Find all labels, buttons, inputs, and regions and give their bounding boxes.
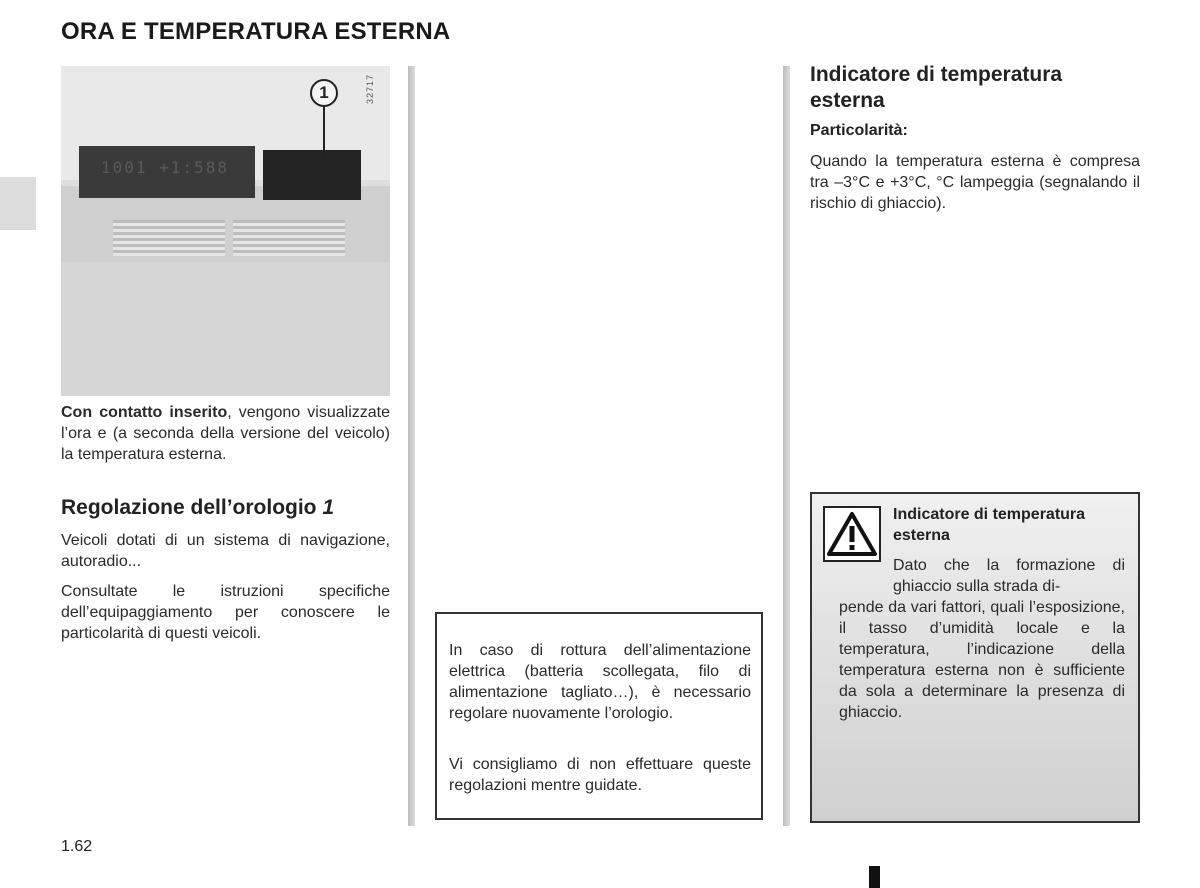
- photo-temperature-screen: [263, 150, 361, 200]
- chapter-tab: [0, 177, 36, 230]
- section-heading: [61, 496, 334, 520]
- particularities-label: Particolarità:: [810, 122, 908, 139]
- photo-air-vent-right: [233, 220, 345, 256]
- column-divider-2: [783, 66, 790, 826]
- callout-number: 1: [310, 79, 338, 107]
- page-title: ORA E TEMPERATURA ESTERNA: [61, 18, 451, 45]
- warning-body-rest: pende da vari fattori, quali l’esposizione, il tasso d’umidità locale e la temperatura, l’indicazione della temperatura esterna non è sufficiente da sola a determinare la presenza di ghiaccio.: [839, 599, 1125, 721]
- section-heading-ref: 1: [322, 496, 335, 519]
- photo-air-vent-left: [113, 220, 225, 256]
- temperature-heading: Indicatore di temperatura esterna: [810, 63, 1063, 112]
- photo-lower-dashboard: [61, 262, 390, 396]
- caption-text: , vengono visualizzate l’ora e (a seconda della versione del veicolo) la temperatura esterna.: [61, 404, 390, 463]
- temperature-paragraph: Quando la temperatura esterna è compresa tra –3°C e +3°C, °C lampeggia (segnalando il rischio di ghiaccio).: [810, 153, 1140, 212]
- column-divider-1: [408, 66, 415, 826]
- page-number: 1.62: [61, 838, 93, 855]
- photo-display-digits: 1001 +1:588: [101, 158, 229, 177]
- dashboard-photo: [61, 66, 390, 396]
- section-heading-text: Regolazione dell’orologio: [61, 496, 323, 519]
- callout-leader-line: [323, 107, 325, 166]
- paragraph-navigation: Veicoli dotati di un sistema di navigazione, autoradio...: [61, 532, 390, 570]
- photo-caption: [61, 402, 390, 465]
- note-paragraph-1: In caso di rottura dell’alimentazione elettrica (batteria scollegata, filo di alimentazione tagliato…), è necessario regolare nuovamente l’orologio.: [449, 642, 751, 722]
- paragraph-instructions: Consultate le istruzioni specifiche dell’equipaggiamento per conoscere le particolarità di questi veicoli.: [61, 583, 390, 642]
- warning-body-start: Dato che la formazione di ghiaccio sulla strada di-: [893, 557, 1125, 595]
- figure-code: 32717: [365, 74, 375, 105]
- warning-title: Indicatore di temperatura esterna: [893, 506, 1086, 544]
- page-edge-mark: [869, 866, 880, 888]
- note-paragraph-2: Vi consigliamo di non effettuare queste regolazioni mentre guidate.: [449, 756, 751, 794]
- caption-bold: Con contatto inserito: [61, 404, 228, 421]
- warning-triangle-icon: [823, 506, 881, 562]
